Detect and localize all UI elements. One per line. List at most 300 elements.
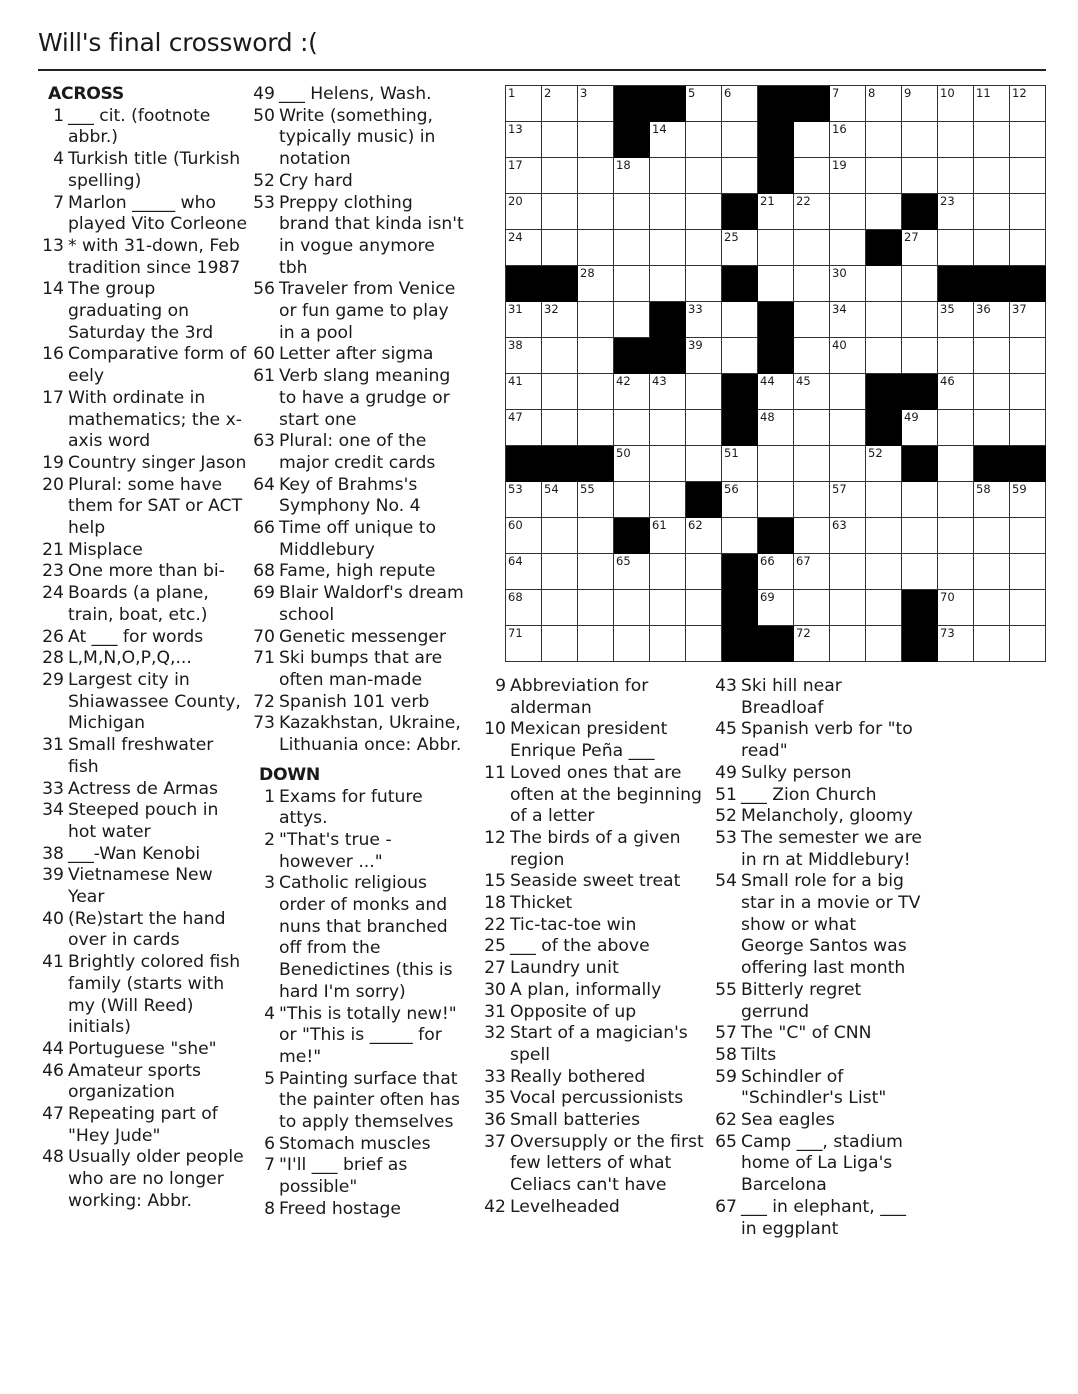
clue-number: 65 (715, 1131, 737, 1152)
grid-cell[interactable] (686, 194, 722, 230)
grid-cell[interactable] (1010, 482, 1046, 518)
grid-cell[interactable] (902, 122, 938, 158)
clue-text: "This is totally new!" or "This is _____ for me!" (279, 1003, 457, 1067)
grid-cell[interactable] (650, 482, 686, 518)
grid-cell[interactable] (542, 482, 578, 518)
clue-text: Loved ones that are often at the beginning of a letter (510, 762, 702, 827)
grid-cell[interactable] (974, 230, 1010, 266)
cell-number: 6 (724, 86, 732, 100)
clue-text: Letter after sigma (279, 344, 434, 365)
grid-cell[interactable] (938, 446, 974, 482)
grid-cell[interactable] (758, 194, 794, 230)
grid-cell[interactable] (542, 590, 578, 626)
cell-number: 45 (796, 374, 811, 388)
grid-cell[interactable] (722, 482, 758, 518)
clue-number: 56 (253, 279, 275, 300)
grid-cell[interactable] (902, 410, 938, 446)
clue-item (249, 692, 464, 714)
grid-cell[interactable] (938, 158, 974, 194)
grid-cell[interactable] (830, 302, 866, 338)
grid-cell[interactable] (686, 446, 722, 482)
grid-cell[interactable] (650, 374, 686, 410)
grid-cell[interactable] (578, 590, 614, 626)
grid-cell[interactable] (1010, 410, 1046, 446)
grid-cell[interactable] (974, 338, 1010, 374)
grid-cell[interactable] (686, 302, 722, 338)
clue-item (480, 1088, 705, 1110)
grid-cell[interactable] (974, 374, 1010, 410)
grid-cell[interactable] (614, 302, 650, 338)
grid-cell[interactable] (974, 590, 1010, 626)
grid-cell[interactable] (938, 554, 974, 590)
clue-number: 7 (53, 192, 64, 213)
grid-cell[interactable] (794, 374, 830, 410)
grid-cell[interactable] (938, 302, 974, 338)
grid-cell[interactable] (506, 86, 542, 122)
clue-item (38, 453, 248, 475)
grid-cell[interactable] (686, 518, 722, 554)
grid-cell[interactable] (866, 554, 902, 590)
grid-cell[interactable] (866, 266, 902, 302)
clue-number: 57 (715, 1023, 737, 1044)
grid-cell[interactable] (758, 482, 794, 518)
clue-text: Laundry unit (510, 958, 619, 979)
grid-cell[interactable] (830, 158, 866, 194)
clue-item (38, 1147, 248, 1212)
grid-cell[interactable] (614, 194, 650, 230)
clue-item (38, 800, 248, 843)
grid-cell[interactable] (542, 86, 578, 122)
clue-item (38, 627, 248, 649)
grid-cell[interactable] (938, 122, 974, 158)
grid-cell[interactable] (938, 518, 974, 554)
clue-number: 39 (42, 865, 64, 886)
grid-cell[interactable] (794, 122, 830, 158)
grid-cell[interactable] (902, 482, 938, 518)
clue-text: ___ in elephant, ___ in eggplant (741, 1196, 906, 1239)
grid-cell[interactable] (506, 374, 542, 410)
grid-cell[interactable] (722, 86, 758, 122)
cell-number: 71 (508, 626, 523, 640)
clue-text: Mexican president Enrique Peña ___ (510, 719, 668, 762)
cell-number: 44 (760, 374, 775, 388)
clue-text: Verb slang meaning to have a grudge or start one (279, 366, 451, 430)
grid-cell[interactable] (614, 374, 650, 410)
grid-cell[interactable] (830, 230, 866, 266)
grid-cell[interactable] (506, 554, 542, 590)
grid-cell[interactable] (578, 86, 614, 122)
grid-cell[interactable] (542, 374, 578, 410)
clue-number: 37 (484, 1131, 506, 1152)
grid-cell[interactable] (902, 230, 938, 266)
grid-cell[interactable] (542, 122, 578, 158)
clue-text: One more than bi- (68, 561, 225, 582)
grid-cell[interactable] (578, 266, 614, 302)
clue-text: With ordinate in mathematics; the x-axis word (68, 387, 242, 452)
grid-block (650, 302, 686, 338)
grid-cell[interactable] (578, 554, 614, 590)
grid-cell[interactable] (830, 374, 866, 410)
grid-cell[interactable] (938, 482, 974, 518)
grid-cell[interactable] (578, 230, 614, 266)
grid-cell[interactable] (542, 554, 578, 590)
grid-cell[interactable] (794, 410, 830, 446)
grid-cell[interactable] (650, 230, 686, 266)
clue-text: A plan, informally (510, 979, 662, 1000)
clue-item (38, 735, 248, 778)
grid-cell[interactable] (758, 590, 794, 626)
grid-cell[interactable] (1010, 554, 1046, 590)
clue-text: Abbreviation for alderman (510, 676, 649, 718)
clue-text: Marlon _____ who played Vito Corleone (68, 192, 248, 235)
grid-cell[interactable] (938, 590, 974, 626)
grid-cell[interactable] (650, 122, 686, 158)
grid-cell[interactable] (758, 554, 794, 590)
grid-cell[interactable] (506, 158, 542, 194)
grid-cell[interactable] (758, 446, 794, 482)
grid-cell[interactable] (974, 626, 1010, 662)
grid-cell[interactable] (938, 338, 974, 374)
clue-text: Key of Brahms's Symphony No. 4 (279, 474, 421, 517)
grid-cell[interactable] (542, 302, 578, 338)
clue-item (38, 1104, 248, 1147)
grid-cell[interactable] (650, 554, 686, 590)
grid-block (614, 518, 650, 554)
grid-cell[interactable] (794, 302, 830, 338)
grid-cell[interactable] (938, 194, 974, 230)
grid-cell[interactable] (506, 194, 542, 230)
grid-cell[interactable] (938, 374, 974, 410)
grid-cell[interactable] (542, 230, 578, 266)
grid-cell[interactable] (686, 122, 722, 158)
grid-cell[interactable] (866, 302, 902, 338)
grid-cell[interactable] (974, 158, 1010, 194)
clue-text: At ___ for words (68, 626, 204, 647)
grid-cell[interactable] (758, 374, 794, 410)
cell-number: 72 (796, 626, 811, 640)
grid-block (902, 626, 938, 662)
grid-cell[interactable] (794, 446, 830, 482)
grid-cell[interactable] (614, 230, 650, 266)
grid-cell[interactable] (542, 338, 578, 374)
cell-number: 30 (832, 266, 847, 280)
clue-item (711, 1132, 923, 1197)
grid-cell[interactable] (614, 482, 650, 518)
grid-cell[interactable] (1010, 590, 1046, 626)
grid-cell[interactable] (902, 554, 938, 590)
crossword-grid[interactable] (505, 85, 1046, 662)
grid-cell[interactable] (830, 554, 866, 590)
grid-cell[interactable] (866, 86, 902, 122)
across-heading: ACROSS (48, 84, 124, 104)
grid-cell[interactable] (974, 482, 1010, 518)
clue-item (711, 1110, 923, 1132)
grid-cell[interactable] (578, 158, 614, 194)
grid-cell[interactable] (794, 482, 830, 518)
grid-cell[interactable] (506, 338, 542, 374)
clue-number: 33 (484, 1066, 506, 1087)
clue-item (711, 763, 923, 785)
clue-text: Plural: one of the major credit cards (279, 431, 436, 473)
clue-number: 69 (253, 583, 275, 604)
grid-cell[interactable] (650, 410, 686, 446)
grid-block (1010, 446, 1046, 482)
clue-text: ___-Wan Kenobi (68, 843, 201, 864)
clue-item (249, 830, 464, 873)
clue-number: 49 (253, 84, 275, 104)
grid-cell[interactable] (866, 482, 902, 518)
grid-cell[interactable] (686, 158, 722, 194)
grid-cell[interactable] (974, 518, 1010, 554)
grid-cell[interactable] (506, 410, 542, 446)
clue-column-4 (711, 676, 923, 1240)
grid-cell[interactable] (578, 626, 614, 662)
grid-cell[interactable] (686, 590, 722, 626)
grid-cell[interactable] (650, 590, 686, 626)
clue-text: ___ Zion Church (741, 784, 877, 805)
cell-number: 2 (544, 86, 552, 100)
clue-text: ___ Helens, Wash. (279, 84, 432, 104)
clue-number: 25 (484, 936, 506, 957)
grid-cell[interactable] (686, 86, 722, 122)
grid-cell[interactable] (614, 158, 650, 194)
cell-number: 3 (580, 86, 588, 100)
clue-text: Seaside sweet treat (510, 871, 681, 892)
grid-block (938, 266, 974, 302)
grid-cell[interactable] (866, 338, 902, 374)
grid-cell[interactable] (722, 122, 758, 158)
clue-number: 59 (715, 1066, 737, 1087)
grid-cell[interactable] (1010, 194, 1046, 230)
grid-cell[interactable] (794, 518, 830, 554)
clue-number: 31 (42, 735, 64, 756)
grid-cell[interactable] (1010, 374, 1046, 410)
clue-item (711, 1067, 923, 1110)
grid-cell[interactable] (614, 554, 650, 590)
cell-number: 68 (508, 590, 523, 604)
grid-cell[interactable] (974, 194, 1010, 230)
clue-item (38, 475, 248, 540)
grid-cell[interactable] (902, 302, 938, 338)
grid-cell[interactable] (974, 302, 1010, 338)
grid-block (722, 590, 758, 626)
cell-number: 28 (580, 266, 595, 280)
cell-number: 24 (508, 230, 523, 244)
clue-number: 49 (715, 762, 737, 783)
grid-cell[interactable] (974, 410, 1010, 446)
clue-text: Cry hard (279, 170, 353, 191)
clue-number: 11 (484, 762, 506, 783)
grid-cell[interactable] (938, 230, 974, 266)
grid-cell[interactable] (866, 590, 902, 626)
clue-text: "That's true - however ..." (279, 829, 392, 872)
down-heading: DOWN (259, 764, 321, 785)
grid-cell[interactable] (614, 590, 650, 626)
grid-cell[interactable] (578, 194, 614, 230)
grid-cell[interactable] (830, 194, 866, 230)
grid-cell[interactable] (542, 194, 578, 230)
grid-cell[interactable] (650, 194, 686, 230)
grid-cell[interactable] (830, 626, 866, 662)
grid-cell[interactable] (830, 482, 866, 518)
grid-cell[interactable] (578, 410, 614, 446)
grid-cell[interactable] (722, 446, 758, 482)
grid-cell[interactable] (614, 446, 650, 482)
grid-cell[interactable] (830, 338, 866, 374)
grid-cell[interactable] (650, 518, 686, 554)
grid-cell[interactable] (866, 194, 902, 230)
grid-block (758, 122, 794, 158)
clue-number: 62 (715, 1110, 737, 1131)
grid-cell[interactable] (542, 518, 578, 554)
grid-cell[interactable] (794, 338, 830, 374)
grid-cell[interactable] (1010, 122, 1046, 158)
grid-cell[interactable] (866, 446, 902, 482)
grid-cell[interactable] (686, 410, 722, 446)
grid-cell[interactable] (866, 122, 902, 158)
grid-cell[interactable] (794, 554, 830, 590)
grid-cell[interactable] (614, 266, 650, 302)
cell-number: 18 (616, 158, 631, 172)
clue-number: 13 (42, 235, 64, 256)
grid-cell[interactable] (902, 86, 938, 122)
grid-cell[interactable] (830, 410, 866, 446)
grid-cell[interactable] (866, 518, 902, 554)
grid-cell[interactable] (1010, 626, 1046, 662)
grid-cell[interactable] (830, 266, 866, 302)
clue-text: Genetic messenger (279, 626, 447, 647)
grid-cell[interactable] (938, 626, 974, 662)
grid-cell[interactable] (722, 302, 758, 338)
grid-cell[interactable] (830, 590, 866, 626)
clue-number: 22 (484, 914, 506, 935)
cell-number: 56 (724, 482, 739, 496)
grid-cell[interactable] (1010, 302, 1046, 338)
grid-cell[interactable] (758, 230, 794, 266)
clue-item (38, 844, 248, 866)
clue-text: The birds of a given region (510, 827, 681, 870)
cell-number: 60 (508, 518, 523, 532)
grid-cell[interactable] (938, 410, 974, 446)
grid-cell[interactable] (506, 482, 542, 518)
clue-item (249, 279, 464, 344)
clue-number: 10 (484, 719, 506, 740)
grid-cell[interactable] (686, 374, 722, 410)
grid-block (902, 590, 938, 626)
clue-number: 52 (715, 806, 737, 827)
grid-cell[interactable] (506, 590, 542, 626)
grid-cell[interactable] (686, 626, 722, 662)
grid-block (722, 554, 758, 590)
grid-cell[interactable] (794, 158, 830, 194)
grid-cell[interactable] (974, 122, 1010, 158)
grid-cell[interactable] (830, 122, 866, 158)
grid-cell[interactable] (794, 590, 830, 626)
clue-text: Stomach muscles (279, 1133, 431, 1154)
grid-cell[interactable] (722, 158, 758, 194)
grid-cell[interactable] (902, 158, 938, 194)
grid-cell[interactable] (938, 86, 974, 122)
clue-text: Oversupply or the first few letters of what Celiacs can't have (510, 1131, 704, 1196)
grid-cell[interactable] (1010, 230, 1046, 266)
grid-cell[interactable] (686, 230, 722, 266)
grid-cell[interactable] (830, 446, 866, 482)
grid-cell[interactable] (506, 518, 542, 554)
grid-cell[interactable] (578, 374, 614, 410)
grid-cell[interactable] (902, 266, 938, 302)
clue-number: 50 (253, 105, 275, 126)
grid-cell[interactable] (974, 86, 1010, 122)
grid-cell[interactable] (758, 410, 794, 446)
grid-cell[interactable] (794, 626, 830, 662)
page-title: Will's final crossword :( (38, 28, 318, 57)
grid-cell[interactable] (542, 626, 578, 662)
grid-cell[interactable] (578, 338, 614, 374)
grid-cell[interactable] (830, 518, 866, 554)
grid-cell[interactable] (794, 230, 830, 266)
grid-block (866, 410, 902, 446)
grid-cell[interactable] (794, 194, 830, 230)
grid-cell[interactable] (1010, 86, 1046, 122)
clue-item (249, 193, 464, 280)
cell-number: 43 (652, 374, 667, 388)
grid-cell[interactable] (722, 230, 758, 266)
grid-block (902, 374, 938, 410)
grid-cell[interactable] (614, 626, 650, 662)
grid-cell[interactable] (614, 410, 650, 446)
grid-block (506, 446, 542, 482)
grid-cell[interactable] (1010, 158, 1046, 194)
grid-cell[interactable] (830, 86, 866, 122)
grid-cell[interactable] (1010, 338, 1046, 374)
grid-cell[interactable] (650, 446, 686, 482)
grid-cell[interactable] (722, 338, 758, 374)
grid-cell[interactable] (866, 626, 902, 662)
clue-item (480, 763, 705, 828)
grid-cell[interactable] (506, 626, 542, 662)
grid-cell[interactable] (578, 122, 614, 158)
grid-cell[interactable] (506, 122, 542, 158)
grid-cell[interactable] (578, 482, 614, 518)
grid-cell[interactable] (686, 554, 722, 590)
grid-cell[interactable] (758, 266, 794, 302)
grid-cell[interactable] (650, 266, 686, 302)
grid-cell[interactable] (1010, 518, 1046, 554)
grid-cell[interactable] (542, 158, 578, 194)
grid-cell[interactable] (578, 302, 614, 338)
clue-item (711, 719, 923, 762)
grid-cell[interactable] (722, 518, 758, 554)
grid-cell[interactable] (506, 230, 542, 266)
grid-cell[interactable] (506, 302, 542, 338)
clue-item (249, 873, 464, 1003)
grid-cell[interactable] (974, 554, 1010, 590)
grid-block (1010, 266, 1046, 302)
grid-cell[interactable] (686, 338, 722, 374)
grid-cell[interactable] (686, 266, 722, 302)
grid-cell[interactable] (902, 338, 938, 374)
clue-text: Time off unique to Middlebury (279, 518, 437, 560)
grid-cell[interactable] (794, 266, 830, 302)
grid-cell[interactable] (902, 518, 938, 554)
grid-cell[interactable] (650, 158, 686, 194)
grid-cell[interactable] (650, 626, 686, 662)
grid-cell[interactable] (866, 158, 902, 194)
grid-cell[interactable] (578, 518, 614, 554)
clue-text: Kazakhstan, Ukraine, Lithuania once: Abbr. (279, 713, 462, 756)
cell-number: 37 (1012, 302, 1027, 316)
grid-cell[interactable] (542, 410, 578, 446)
